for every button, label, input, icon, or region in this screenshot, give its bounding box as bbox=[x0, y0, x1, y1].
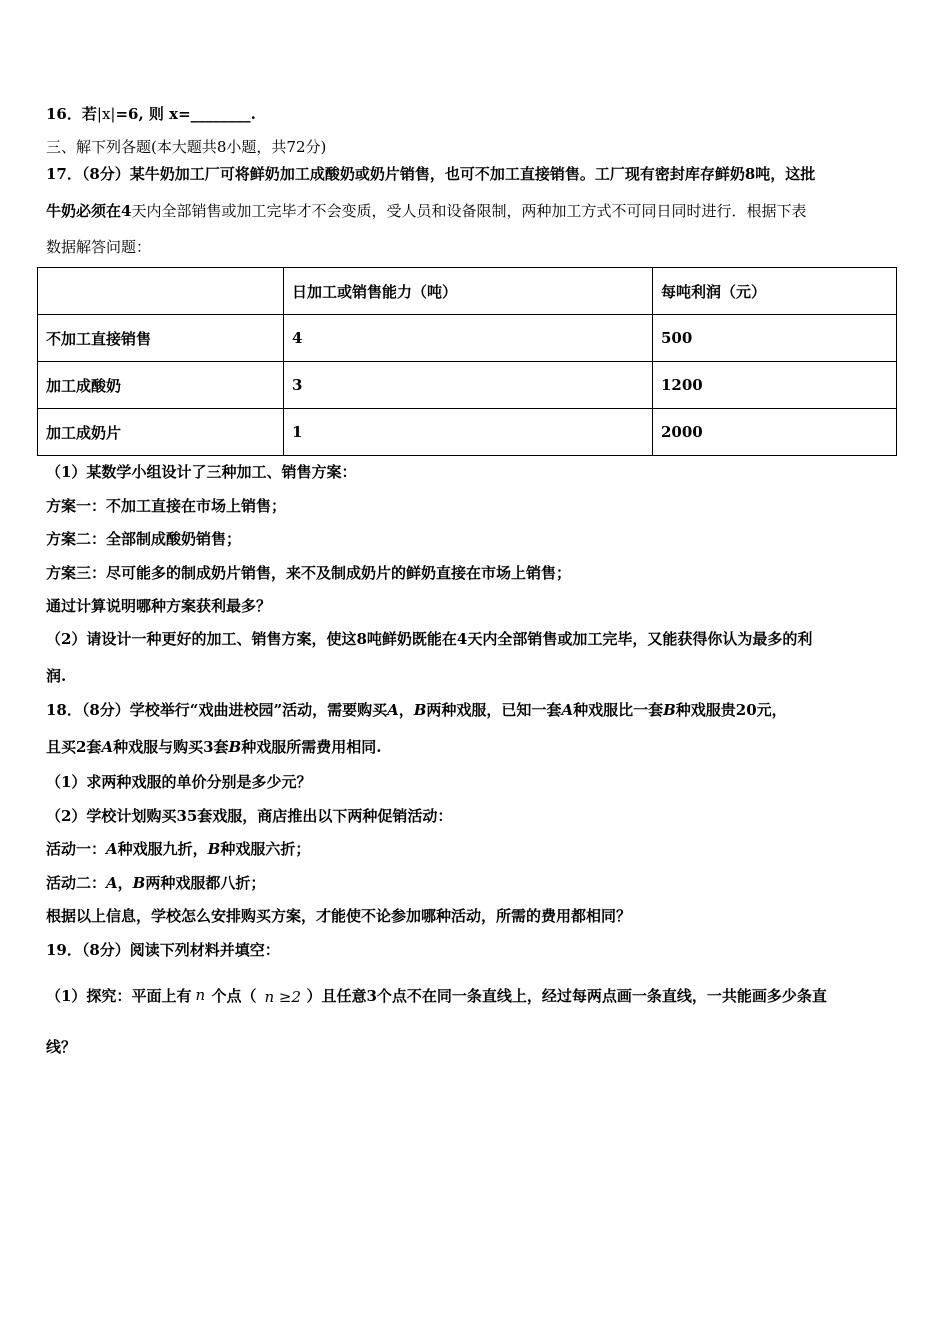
section-3-heading: 三、解下列各题(本大题共8小题，共72分) bbox=[46, 138, 327, 156]
q17-line-2a: 牛奶必须在4 bbox=[46, 202, 132, 220]
question-16 bbox=[46, 104, 256, 124]
q18-text: 两种戏服都八折； bbox=[145, 874, 266, 892]
table-cell: 加工成奶片 bbox=[38, 409, 284, 456]
table-header-cell: 日加工或销售能力（吨） bbox=[284, 268, 653, 315]
q19-text: ）且任意3个点不在同一条直线上，经过每两点画一条直线，一共能画多少条直 bbox=[306, 987, 827, 1005]
q18-part-2: （2）学校计划购买35套戏服，商店推出以下两种促销活动： bbox=[46, 807, 453, 825]
table-header-cell: 每吨利润（元） bbox=[653, 268, 897, 315]
table-cell: 3 bbox=[284, 362, 653, 409]
q16-prefix: 若 bbox=[81, 105, 97, 123]
q19-heading: 19．（8分）阅读下列材料并填空： bbox=[46, 941, 280, 959]
q18-text: 18．（8分）学校举行“戏曲进校园”活动，需要购买 bbox=[46, 701, 388, 719]
q18-activity-2 bbox=[46, 873, 265, 893]
table-row bbox=[38, 409, 897, 456]
q18-text: 活动一： bbox=[46, 840, 107, 858]
table-cell: 500 bbox=[653, 315, 897, 362]
q18-text: 种戏服九折， bbox=[117, 840, 208, 858]
q17-line-2 bbox=[46, 201, 806, 221]
var-b: B bbox=[413, 701, 427, 719]
q18-ask: 根据以上信息，学校怎么安排购买方案，才能使不论参加哪种活动，所需的费用都相同？ bbox=[46, 907, 632, 925]
condition-n-ge-2: n ≥2 bbox=[264, 988, 302, 1006]
table-cell: 加工成酸奶 bbox=[38, 362, 284, 409]
table-cell: 2000 bbox=[653, 409, 897, 456]
q18-text: 种戏服比一套 bbox=[573, 701, 664, 719]
q17-part-1: （1）某数学小组设计了三种加工、销售方案： bbox=[46, 463, 357, 481]
q19-line-1 bbox=[46, 986, 827, 1006]
q19-line-2: 线？ bbox=[46, 1038, 77, 1056]
q17-part-2a: （2）请设计一种更好的加工、销售方案，使这8吨鲜奶既能在4天内全部销售或加工完毕，又能获得你认为最多的利 bbox=[46, 630, 813, 648]
q18-text: 种戏服贵20元， bbox=[675, 701, 787, 719]
table-row bbox=[38, 315, 897, 362]
var-a: A bbox=[106, 840, 118, 858]
q18-text: 种戏服与购买3套 bbox=[113, 738, 229, 756]
q17-data-table bbox=[37, 267, 897, 456]
q18-text: 活动二： bbox=[46, 874, 107, 892]
table-header-row bbox=[38, 268, 897, 315]
table-cell: 1 bbox=[284, 409, 653, 456]
q17-plan-1: 方案一：不加工直接在市场上销售； bbox=[46, 497, 287, 515]
table-row bbox=[38, 362, 897, 409]
q17-part-2b: 润. bbox=[46, 667, 67, 685]
q17-line-1: 17．（8分）某牛奶加工厂可将鲜奶加工成酸奶或奶片销售，也可不加工直接销售。工厂现有密封库存鲜奶8吨，这批 bbox=[46, 165, 816, 183]
q18-text: 且买2套 bbox=[46, 738, 102, 756]
q18-text: 种戏服所需费用相同. bbox=[241, 738, 382, 756]
table-header-cell bbox=[38, 268, 284, 315]
table-cell: 1200 bbox=[653, 362, 897, 409]
q17-line-2b: 天内全部销售或加工完毕才不会变质，受人员和设备限制，两种加工方式不可同日同时进行．根据下表 bbox=[131, 202, 807, 220]
q18-text: 两种戏服，已知一套 bbox=[426, 701, 562, 719]
var-a: A bbox=[106, 874, 118, 892]
q18-line-1 bbox=[46, 700, 787, 720]
var-n: n bbox=[195, 986, 206, 1004]
var-b: B bbox=[207, 840, 221, 858]
q19-text: （1）探究：平面上有 bbox=[46, 987, 192, 1005]
table-cell: 4 bbox=[284, 315, 653, 362]
q18-part-1: （1）求两种戏服的单价分别是多少元？ bbox=[46, 773, 312, 791]
q16-abs: |x| bbox=[96, 105, 116, 123]
var-b: B bbox=[228, 738, 242, 756]
q18-text: ， bbox=[398, 701, 414, 719]
table-cell: 不加工直接销售 bbox=[38, 315, 284, 362]
q18-text: 种戏服六折； bbox=[220, 840, 311, 858]
q17-plan-2: 方案二：全部制成酸奶销售； bbox=[46, 530, 242, 548]
q18-activity-1 bbox=[46, 839, 310, 859]
var-b: B bbox=[132, 874, 146, 892]
q17-ask: 通过计算说明哪种方案获利最多？ bbox=[46, 597, 272, 615]
var-a: A bbox=[101, 738, 114, 756]
q18-text: ， bbox=[117, 874, 133, 892]
var-a: A bbox=[387, 701, 399, 719]
q17-plan-3: 方案三：尽可能多的制成奶片销售，来不及制成奶片的鲜奶直接在市场上销售； bbox=[46, 564, 572, 582]
q16-suffix: =6, 则 x=________. bbox=[115, 105, 256, 123]
q16-number: 16． bbox=[46, 105, 82, 123]
q17-line-3: 数据解答问题： bbox=[46, 238, 152, 256]
var-b: B bbox=[663, 701, 676, 719]
q18-line-2 bbox=[46, 737, 381, 757]
var-a: A bbox=[561, 701, 574, 719]
q19-text: 个点（ bbox=[211, 987, 257, 1005]
